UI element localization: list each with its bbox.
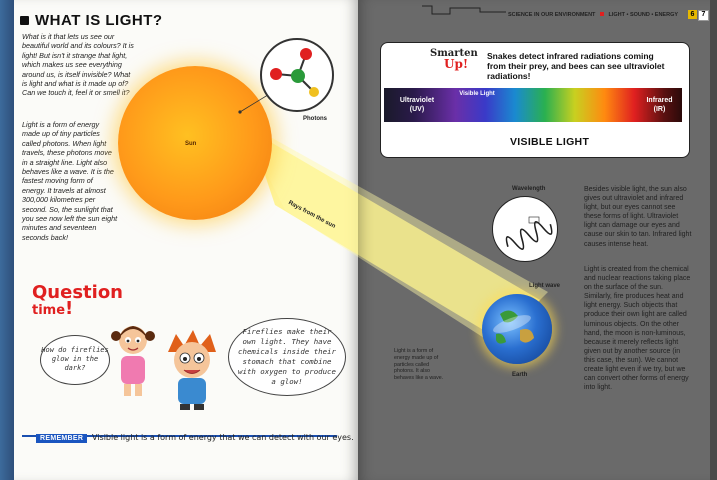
- page-number-left: 6: [688, 10, 697, 19]
- atom-icon: [262, 40, 328, 106]
- earth-illustration: [482, 294, 552, 364]
- ir-label: [637, 96, 682, 114]
- uv-name: Ultraviolet: [399, 97, 435, 104]
- girl-character-illustration: [108, 318, 158, 398]
- page-number-right: 7: [698, 10, 709, 21]
- visible-light-label: Visible Light: [459, 91, 495, 97]
- photon-note: Light is a form of energy made up of particles called photons. It also behaves like a wave.: [394, 348, 444, 382]
- up-word: Up: [444, 57, 463, 71]
- smarten-mark: !: [462, 57, 469, 71]
- question-mark: !: [65, 298, 74, 319]
- title-text: WHAT IS LIGHT?: [35, 12, 163, 29]
- title-bullet-icon: [20, 16, 29, 25]
- luminous-objects-paragraph: Light is created from the chemical and nuclear reactions taking place on the surface of the sun. Similarly, fire produces heat and light energy. Such objects that produce their own light are called luminous objects. On the other hand, the moon is non-luminous, because it merely reflects light given out by another source (in this case, the sun). We cannot create light even if we try, but we can convert other forms of energy into light.: [584, 266, 691, 392]
- photons-label: Photons: [303, 116, 327, 122]
- invisible-light-paragraph: Besides visible light, the sun also gives out ultraviolet and infrared light, but our eyes cannot see these forms of light. Ultraviolet light can damage our eyes and cause our skin to tan. Infrared light causes intense heat.: [584, 186, 692, 248]
- page-title: [20, 12, 163, 29]
- ir-abbr: (IR): [653, 106, 666, 113]
- remember-tag: REMEMBER: [36, 434, 87, 443]
- smarten-up-heading: [430, 48, 478, 71]
- smarten-up-text: Snakes detect infrared radiations coming from their prey, and bees can see ultraviolet radiations!: [487, 51, 665, 81]
- wavelength-label: Wavelength: [512, 186, 546, 192]
- chapter-section: SCIENCE IN OUR ENVIRONMENT: [508, 12, 596, 18]
- ir-name: Infrared: [646, 97, 673, 104]
- light-wave-label: Light wave: [529, 283, 561, 289]
- header-squiggle-icon: [420, 0, 510, 20]
- boy-character-illustration: [158, 330, 228, 410]
- chapter-header: [508, 12, 678, 18]
- earth-label: Earth: [512, 372, 528, 378]
- photon-atom-inset: [260, 38, 334, 112]
- uv-label: [392, 96, 442, 114]
- earth-continents-icon: [482, 294, 552, 364]
- question-word: Question: [32, 282, 123, 303]
- photons-paragraph: Light is a form of energy made up of tiny particles called photons. When light travels, these photons move in a straight line. Light also behaves like a wave. It is the fastest moving form of energy. It travels at almost 300,000 kilometres per second. So, the sunlight that you see now left the sun eight minutes and seventeen seconds back!: [22, 120, 118, 242]
- light-wave-inset: [492, 196, 558, 262]
- rays-label: Rays from the sun: [287, 200, 337, 230]
- uv-abbr: (UV): [409, 106, 425, 113]
- wave-icon: [493, 197, 555, 259]
- question-bubble: How do fireflies glow in the dark?: [40, 335, 110, 385]
- remember-text: Visible light is a form of energy that we can detect with our eyes.: [92, 433, 354, 442]
- smarten-word: Smarten: [430, 48, 478, 59]
- header-separator-icon: [600, 12, 604, 16]
- question-time-heading: [32, 282, 123, 319]
- time-word: time: [32, 303, 66, 318]
- visible-light-title: VISIBLE LIGHT: [510, 136, 590, 148]
- chapter-topics: LIGHT • SOUND • ENERGY: [608, 12, 679, 18]
- answer-bubble: Fireflies make their own light. They have chemicals inside their stomach that combine with oxygen to produce a glow!: [228, 318, 346, 396]
- sun-label: Sun: [185, 141, 197, 147]
- intro-paragraph: What is it that lets us see our beautiful world and its colours? It is light! But isn't it strange that light, which makes us see everything around us, is itself invisible? What is light and what is it made up of? Can we touch it, feel it or smell it?: [22, 32, 134, 98]
